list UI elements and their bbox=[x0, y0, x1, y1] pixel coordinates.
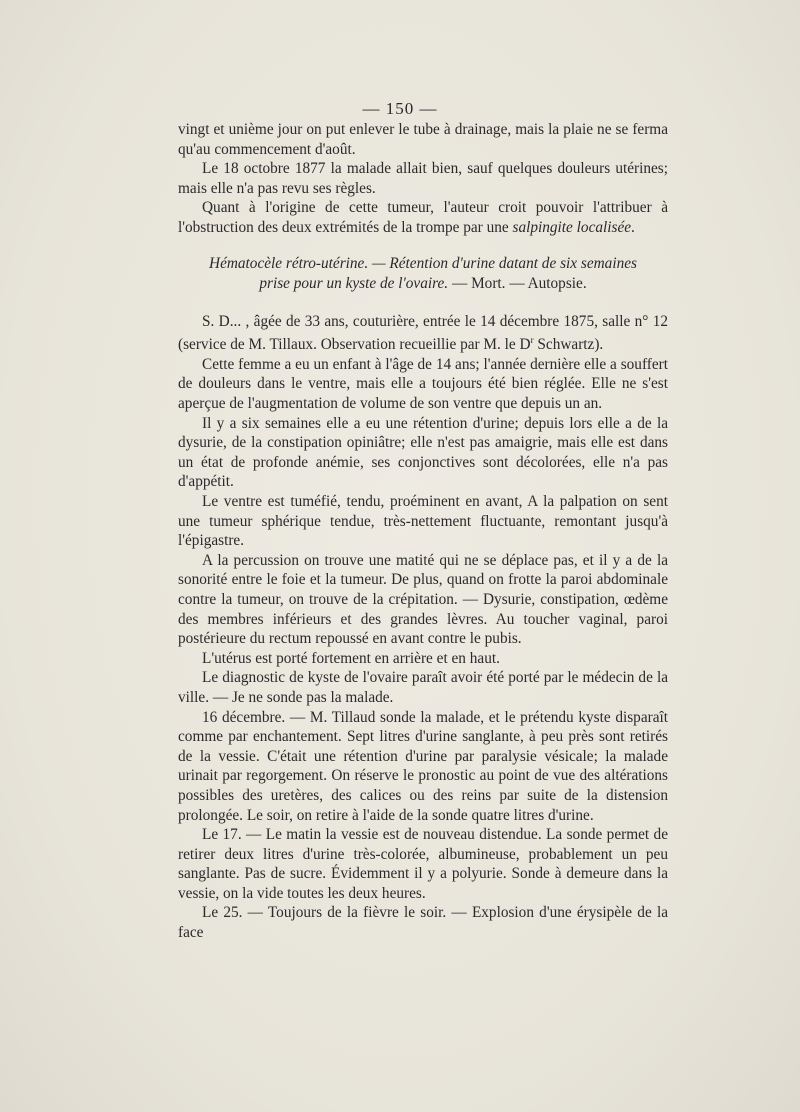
section-title-italic: prise pour un kyste de l'ovaire. bbox=[259, 274, 449, 292]
paragraph bbox=[178, 198, 668, 237]
paragraph: Le 17. — Le matin la vessie est de nouveau distendue. La sonde permet de retirer deux litres d'urine très-colorée, albumineuse, probablement un peu sanglante. Pas de sucre. Évidemment il y a polyurie. Sonde à demeure dans la vessie, on la vide toutes les deux heures. bbox=[178, 826, 668, 902]
section-title-line-2 bbox=[178, 274, 668, 294]
paragraph: Le diagnostic de kyste de l'ovaire paraît avoir été porté par le médecin de la ville. — Je ne sonde pas la malade. bbox=[178, 669, 668, 706]
paragraph: A la percussion on trouve une matité qui ne se déplace pas, et il y a de la sonorité entre le foie et la tumeur. De plus, quand on frotte la paroi abdominale contre la tumeur, on trouve de la crépitation. — Dysurie, constipation, œdème des membres inférieurs et des grandes lèvres. Au toucher vaginal, paroi postérieure du rectum repoussé en avant contre le pubis. bbox=[178, 551, 668, 648]
body-text bbox=[178, 120, 668, 943]
paragraph: Le ventre est tuméfié, tendu, proéminent en avant, A la palpation on sent une tumeur sphérique tendue, très-nettement fluctuante, remontant jusqu'à l'épigastre. bbox=[178, 493, 668, 550]
text-run: Quant à l'origine de cette tumeur, l'auteur croit pouvoir l'attribuer à l'obstruction des deux extrémités de la trompe par une bbox=[178, 199, 668, 236]
italic-term: salpingite localisée bbox=[512, 218, 632, 236]
superscript: r bbox=[530, 335, 534, 346]
paragraph: L'utérus est porté fortement en arrière et en haut. bbox=[202, 649, 500, 667]
text-run: Schwartz). bbox=[533, 336, 604, 354]
paragraph-continuation: vingt et unième jour on put enlever le tube à drainage, mais la plaie ne se ferma qu'au commencement d'août. bbox=[178, 121, 668, 158]
paragraph: Il y a six semaines elle a eu une rétention d'urine; depuis lors elle a de la dysurie, de la constipation opiniâtre; elle n'est pas amaigrie, mais elle est dans un état de profonde anémie, ses conjonctives sont décolorées, elle n'a pas d'appétit. bbox=[178, 414, 668, 491]
paragraph: 16 décembre. — M. Tillaud sonde la malade, et le prétendu kyste disparaît comme par enchantement. Sept litres d'urine sanglante, à peu près sont retirés de la vessie. C'était une rétention d'urine par paralysie vésicale; la malade urinait par regorgement. On réserve le pronostic au point de vue des altérations possibles des uretères, des calices ou des reins par suite de la distension prolongée. Le soir, on retire à l'aide de la sonde quatre litres d'urine. bbox=[178, 708, 668, 824]
page-number: — 150 — bbox=[362, 99, 438, 118]
paragraph: Le 25. — Toujours de la fièvre le soir. — Explosion d'une érysipèle de la face bbox=[178, 904, 668, 942]
section-title-roman: — Mort. — Autopsie. bbox=[448, 274, 587, 292]
section-title-line-1: Hématocèle rétro-utérine. — Rétention d'urine datant de six semaines bbox=[209, 254, 637, 272]
section-title bbox=[178, 254, 668, 294]
paragraph bbox=[178, 312, 668, 355]
paragraph: Le 18 octobre 1877 la malade allait bien, sauf quelques douleurs utérines; mais elle n'a pas revu ses règles. bbox=[178, 160, 668, 197]
text-run: . bbox=[631, 218, 635, 236]
text-run: S. D... , âgée de 33 ans, couturière, entrée le 14 décembre 1875, salle n° 12 (service de M. Tillaux. Observation recueillie par M. le D bbox=[178, 312, 668, 354]
paragraph: Cette femme a eu un enfant à l'âge de 14 ans; l'année dernière elle a souffert de douleurs dans le ventre, mais elle a toujours été bien réglée. Elle ne s'est aperçue de l'augmentation de volume de son ventre que depuis un an. bbox=[178, 355, 668, 413]
